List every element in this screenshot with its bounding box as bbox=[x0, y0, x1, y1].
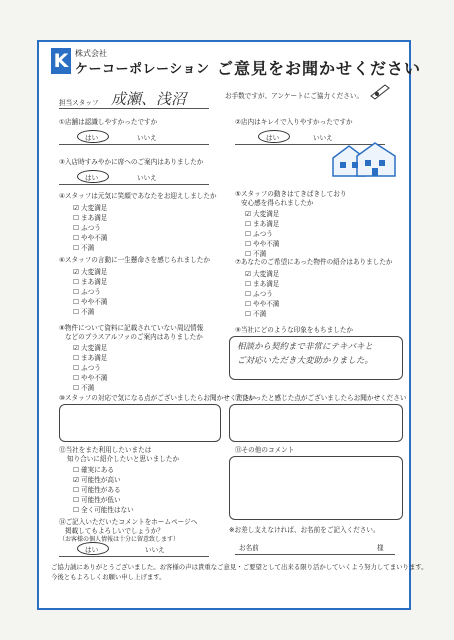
q8-option-5[interactable]: ☐ 不満 bbox=[73, 384, 95, 392]
q6-option-2[interactable]: ☐ まあ満足 bbox=[73, 278, 108, 286]
q7-option-1[interactable]: ☑ 大変満足 bbox=[245, 270, 280, 278]
q2-yes[interactable]: はい bbox=[266, 134, 280, 142]
q10-text: ⑩スタッフの対応で気になる点がございましたらお聞かせください bbox=[59, 394, 257, 402]
q2-text: ②店内はキレイで入りやすかったですか bbox=[235, 118, 353, 126]
q14-text-line1: ⑭ご記入いただいたコメントをホームページへ bbox=[59, 518, 198, 526]
signature-line[interactable] bbox=[235, 554, 395, 555]
q4-text: ④スタッフは元気に笑顔であなたをお迎えしましたか bbox=[59, 192, 217, 200]
q8-option-3[interactable]: ☐ ふつう bbox=[73, 364, 101, 372]
q12-option-2[interactable]: ☑ 可能性が高い bbox=[73, 476, 121, 484]
q12-option-1[interactable]: ☐ 確実にある bbox=[73, 466, 114, 474]
q4-option-1[interactable]: ☑ 大変満足 bbox=[73, 204, 108, 212]
q5-text-line2: 安心感を得られましたか bbox=[241, 199, 314, 207]
q4-option-4[interactable]: ☐ やや不満 bbox=[73, 234, 108, 242]
q5-text-line1: ⑤スタッフの動きはてきぱきしており bbox=[235, 190, 347, 198]
staff-name: 成瀬、浅沼 bbox=[111, 90, 187, 108]
signature-suffix: 様 bbox=[377, 544, 384, 552]
company-small-label: 株式会社 bbox=[75, 49, 107, 58]
q1-underline bbox=[59, 144, 209, 145]
q7-option-3[interactable]: ☐ ふつう bbox=[245, 290, 273, 298]
q14-yes[interactable]: はい bbox=[85, 546, 99, 554]
q5-option-2[interactable]: ☐ まあ満足 bbox=[245, 220, 280, 228]
q3-yes[interactable]: はい bbox=[85, 174, 99, 182]
q9-answer-line2: ご対応いただき大変助かりました。 bbox=[237, 356, 374, 366]
footer-line1: ご協力誠にありがとうございました。お客様の声は貴重なご意見・ご要望として出来る限り活かしていくよう努力してまいります。 bbox=[51, 563, 428, 571]
q7-text: ⑦あなたのご希望にあった物件の紹介はありましたか bbox=[235, 258, 393, 266]
q6-option-1[interactable]: ☑ 大変満足 bbox=[73, 268, 108, 276]
staff-underline bbox=[59, 108, 209, 109]
survey-sheet bbox=[37, 40, 428, 610]
q14-underline bbox=[59, 556, 209, 557]
q14-text-line3: （お客様の個人情報は十分に留意致します） bbox=[59, 536, 180, 543]
q8-option-2[interactable]: ☐ まあ満足 bbox=[73, 354, 108, 362]
q3-text: ③入店時すみやかに席へのご案内はありましたか bbox=[59, 158, 204, 166]
q3-no[interactable]: いいえ bbox=[137, 174, 157, 182]
q7-option-5[interactable]: ☐ 不満 bbox=[245, 310, 267, 318]
staff-label: 担当スタッフ bbox=[59, 99, 99, 107]
q12-text-line2: 知り合いに紹介したいと思いましたか bbox=[67, 455, 180, 463]
q6-option-3[interactable]: ☐ ふつう bbox=[73, 288, 101, 296]
q14-text-line2: 掲載してもよろしいでしょうか？ bbox=[65, 527, 164, 535]
q4-option-2[interactable]: ☐ まあ満足 bbox=[73, 214, 108, 222]
q1-text: ①店舗は認識しやすかったですか bbox=[59, 118, 158, 126]
q11-answer-box[interactable] bbox=[229, 404, 403, 442]
q2-no[interactable]: いいえ bbox=[313, 134, 333, 142]
q8-option-1[interactable]: ☑ 大変満足 bbox=[73, 344, 108, 352]
q5-option-4[interactable]: ☐ やや不満 bbox=[245, 240, 280, 248]
q8-option-4[interactable]: ☐ やや不満 bbox=[73, 374, 108, 382]
footer-line2: 今後ともよろしくお願い申し上げます。 bbox=[51, 573, 166, 581]
signature-label: お名前 bbox=[239, 544, 259, 552]
q6-option-5[interactable]: ☐ 不満 bbox=[73, 308, 95, 316]
q1-yes[interactable]: はい bbox=[85, 134, 99, 142]
q12-option-3[interactable]: ☐ 可能性がある bbox=[73, 486, 121, 494]
q8-text-line2: などのプラスアルファのご案内はありましたか bbox=[65, 333, 203, 341]
q9-text: ⑨当社にどのような印象をもちましたか bbox=[235, 326, 354, 334]
q6-option-4[interactable]: ☐ やや不満 bbox=[73, 298, 108, 306]
q8-text-line1: ⑧物件について資料に記載されていない周辺情報 bbox=[59, 324, 204, 332]
q5-option-3[interactable]: ☐ ふつう bbox=[245, 230, 273, 238]
pencil-icon bbox=[369, 82, 391, 100]
q13-text: ⑬その他のコメント bbox=[235, 446, 295, 454]
company-logo: K bbox=[51, 48, 71, 74]
page-title: ご意見をお聞かせください bbox=[217, 59, 422, 78]
q11-text: ⑪良かったと感じた点がございましたらお聞かせください bbox=[235, 394, 407, 402]
q14-no[interactable]: いいえ bbox=[145, 546, 165, 554]
q4-option-5[interactable]: ☐ 不満 bbox=[73, 244, 95, 252]
q6-text: ⑥スタッフの言動に一生懸命さを感じられましたか bbox=[59, 256, 210, 264]
q10-answer-box[interactable] bbox=[59, 404, 221, 442]
q1-no[interactable]: いいえ bbox=[137, 134, 157, 142]
q3-underline bbox=[59, 184, 209, 185]
q12-option-5[interactable]: ☐ 全く可能性はない bbox=[73, 506, 134, 514]
q9-answer-line1: 相談から契約まで非常にテキパキと bbox=[237, 342, 374, 352]
q4-option-3[interactable]: ☐ ふつう bbox=[73, 224, 101, 232]
q5-option-1[interactable]: ☑ 大変満足 bbox=[245, 210, 280, 218]
q12-option-4[interactable]: ☐ 可能性が低い bbox=[73, 496, 121, 504]
company-name: ケーコーポレーション bbox=[75, 62, 210, 77]
q12-text-line1: ⑫当社をまた利用したいまたは bbox=[59, 446, 152, 454]
house-illustration-icon bbox=[331, 140, 399, 178]
q13-answer-box[interactable] bbox=[229, 456, 403, 520]
signature-note: ※お差し支えなければ、お名前をご記入ください。 bbox=[229, 526, 380, 534]
q7-option-4[interactable]: ☐ やや不満 bbox=[245, 300, 280, 308]
intro-text: お手数ですが、アンケートにご協力ください。 bbox=[225, 92, 364, 100]
q5-option-5[interactable]: ☐ 不満 bbox=[245, 250, 267, 258]
q7-option-2[interactable]: ☐ まあ満足 bbox=[245, 280, 280, 288]
